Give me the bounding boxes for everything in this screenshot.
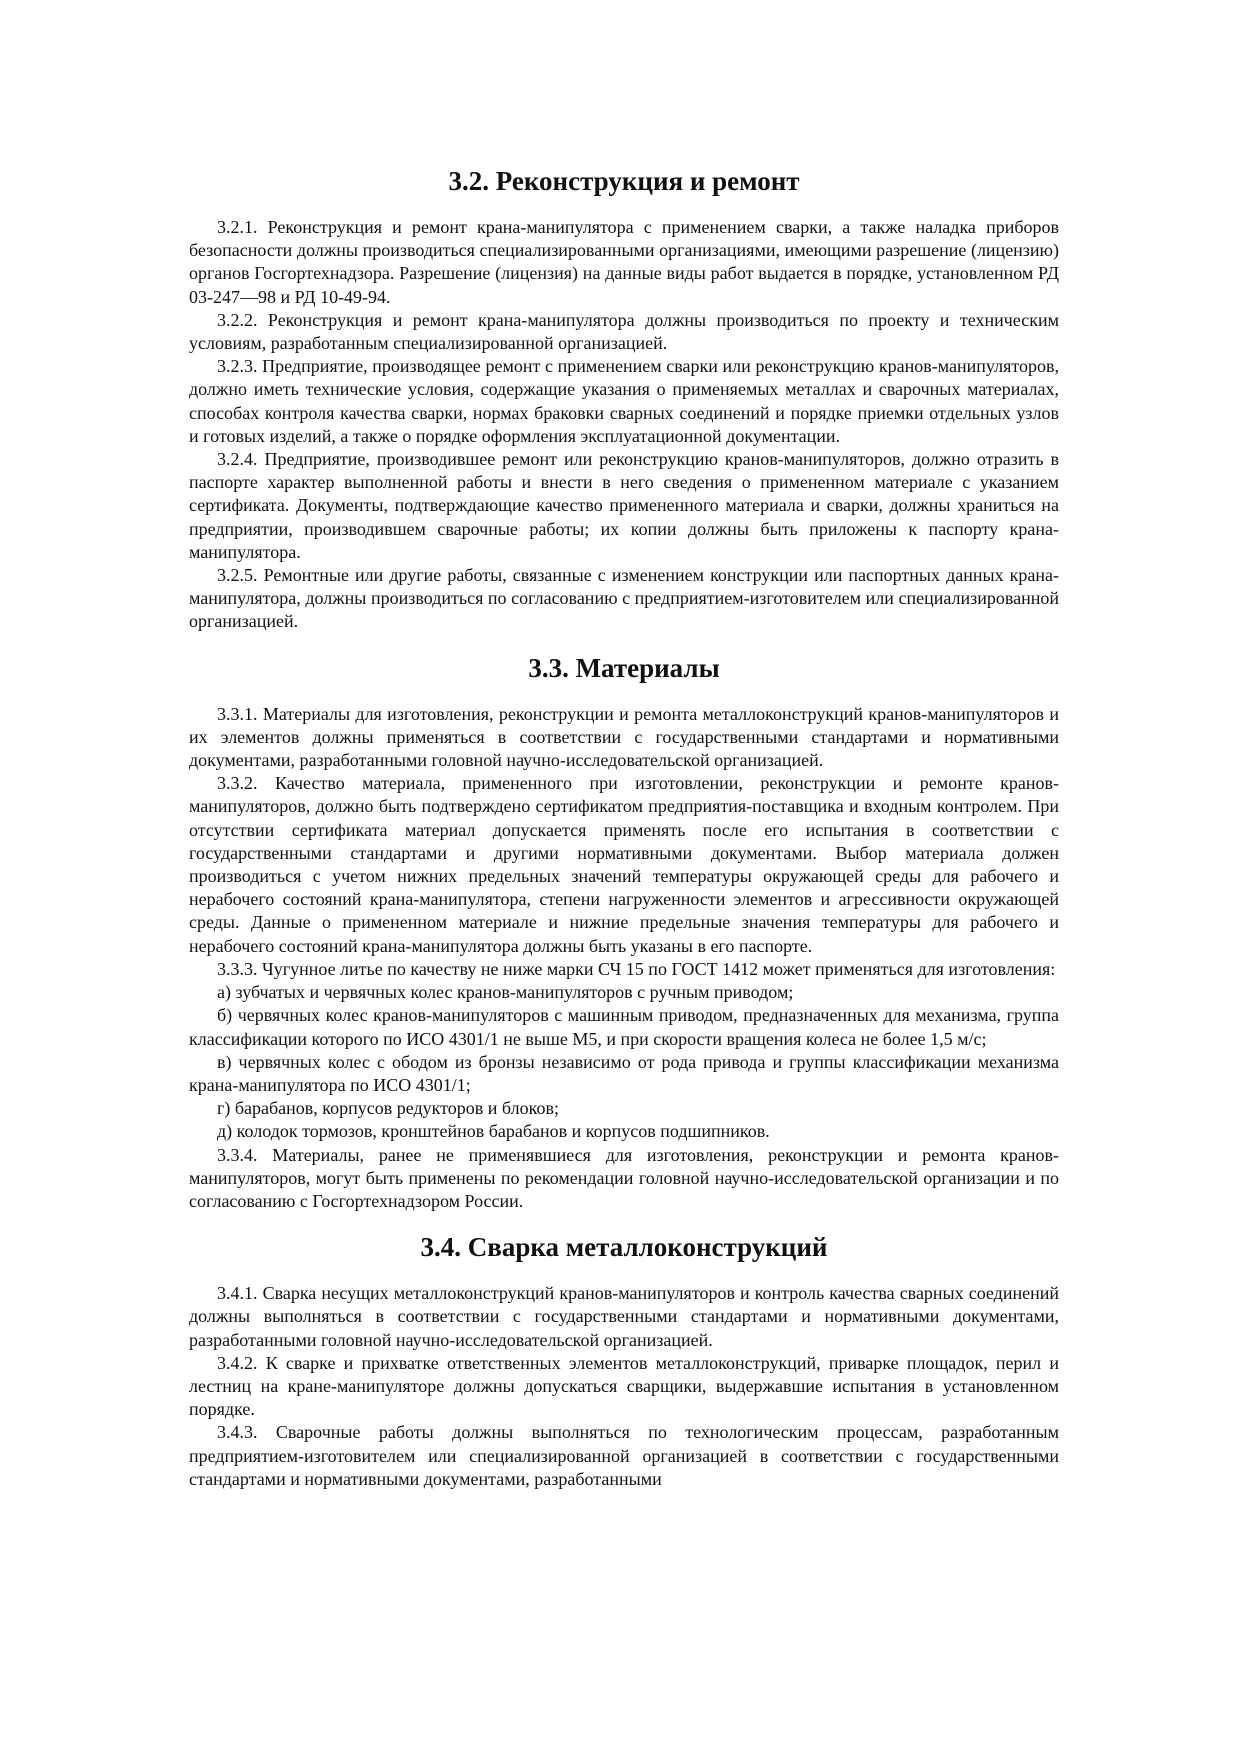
paragraph-3-2-1: 3.2.1. Реконструкция и ремонт крана-манипулятора с применением сварки, а также наладка приборов безопасности должны производиться специализированными организациями, имеющими разрешение (лицензию) органов Госгортехнадзора. Разрешение (лицензия) на данные виды работ выдается в порядке, установленном РД 03-247—98 и РД 10-49-94. [189,217,1059,307]
section-title-3-3: 3.3. Материалы [528,652,720,683]
paragraph-3-2-5: 3.2.5. Ремонтные или другие работы, связанные с изменением конструкции или паспортных данных крана-манипулятора, должны производиться по согласованию с предприятием-изготовителем или специализированной организацией. [189,565,1059,632]
list-item-a: а) зубчатых и червячных колес кранов-манипуляторов с ручным приводом; [217,982,794,1003]
section-title-3-2: 3.2. Реконструкция и ремонт [448,166,800,196]
paragraph-3-2-2: 3.2.2. Реконструкция и ремонт крана-манипулятора должны производиться по проекту и техническим условиям, разработанным специализированной организацией. [189,309,1059,354]
paragraph-3-2-4: 3.2.4. Предприятие, производившее ремонт или реконструкцию кранов-манипуляторов, должно отразить в паспорте характер выполненной работы и внести в него сведения о примененном материале с указанием сертификата. Документы, подтверждающие качество примененного материала и сварки, должны храниться на предприятии, производившем сварочные работы; их копии должны быть приложены к паспорту крана-манипулятора. [189,449,1059,562]
list-item-b: б) червячных колес кранов-манипуляторов с машинным приводом, предназначенных для механизма, группа классификации которого по ИСО 4301/1 не выше М5, и при скорости вращения колеса не более 1,5 м/с; [189,1005,1059,1049]
document-body [189,166,1059,1491]
list-item-v: в) червячных колес с ободом из бронзы независимо от рода привода и группы классификации механизма крана-манипулятора по ИСО 4301/1; [189,1051,1059,1095]
list-item-d: д) колодок тормозов, кронштейнов барабанов и корпусов подшипников. [217,1121,770,1142]
list-item-g: г) барабанов, корпусов редукторов и блоков; [217,1098,559,1119]
paragraph-3-4-2: 3.4.2. К сварке и прихватке ответственных элементов металлоконструкций, приварке площадок, перил и лестниц на кране-манипуляторе должны допускаться сварщики, выдержавшие испытания в установленном порядке. [189,1352,1059,1420]
paragraph-3-3-2: 3.3.2. Качество материала, примененного при изготовлении, реконструкции и ремонте кранов-манипуляторов, должно быть подтверждено сертификатом предприятия-поставщика и входным контролем. При отсутствии сертификата материал допускается применять после его испытания в соответствии с государственными стандартами и другими нормативными документами. Выбор материала должен производиться с учетом нижних предельных значений температуры окружающей среды для рабочего и нерабочего состояний крана-манипулятора, степени нагруженности элементов и агрессивности окружающей среды. Данные о примененном материале и нижние предельные значения температуры для рабочего и нерабочего состояний крана-манипулятора должны быть указаны в его паспорте. [189,773,1059,956]
paragraph-3-4-3: 3.4.3. Сварочные работы должны выполняться по технологическим процессам, разработанным предприятием-изготовителем или специализированной организацией в соответствии с государственными стандартами и нормативными документами, разработанными [189,1422,1059,1489]
paragraph-3-3-3: 3.3.3. Чугунное литье по качеству не ниже марки СЧ 15 по ГОСТ 1412 может применяться для изготовления: [217,958,1056,979]
paragraph-3-4-1: 3.4.1. Сварка несущих металлоконструкций кранов-манипуляторов и контроль качества сварных соединений должны выполняться в соответствии с государственными стандартами и нормативными документами, разработанными головной научно-исследовательской организацией. [189,1283,1059,1350]
paragraph-3-2-3: 3.2.3. Предприятие, производящее ремонт с применением сварки или реконструкцию кранов-манипуляторов, должно иметь технические условия, содержащие указания о применяемых металлах и сварочных материалах, способах контроля качества сварки, нормах браковки сварных соединений и порядке приемки отдельных узлов и готовых изделий, а также о порядке оформления эксплуатационной документации. [189,356,1059,446]
section-title-3-4: 3.4. Сварка металлоконструкций [420,1232,828,1263]
paragraph-3-3-1: 3.3.1. Материалы для изготовления, реконструкции и ремонта металлоконструкций кранов-манипуляторов и их элементов должны применяться в соответствии с государственными стандартами и нормативными документами, разработанными головной научно-исследовательской организацией. [189,703,1059,771]
paragraph-3-3-4: 3.3.4. Материалы, ранее не применявшиеся для изготовления, реконструкции и ремонта кранов-манипуляторов, могут быть применены по рекомендации головной научно-исследовательской организации и по согласованию с Госгортехнадзором России. [189,1144,1059,1211]
